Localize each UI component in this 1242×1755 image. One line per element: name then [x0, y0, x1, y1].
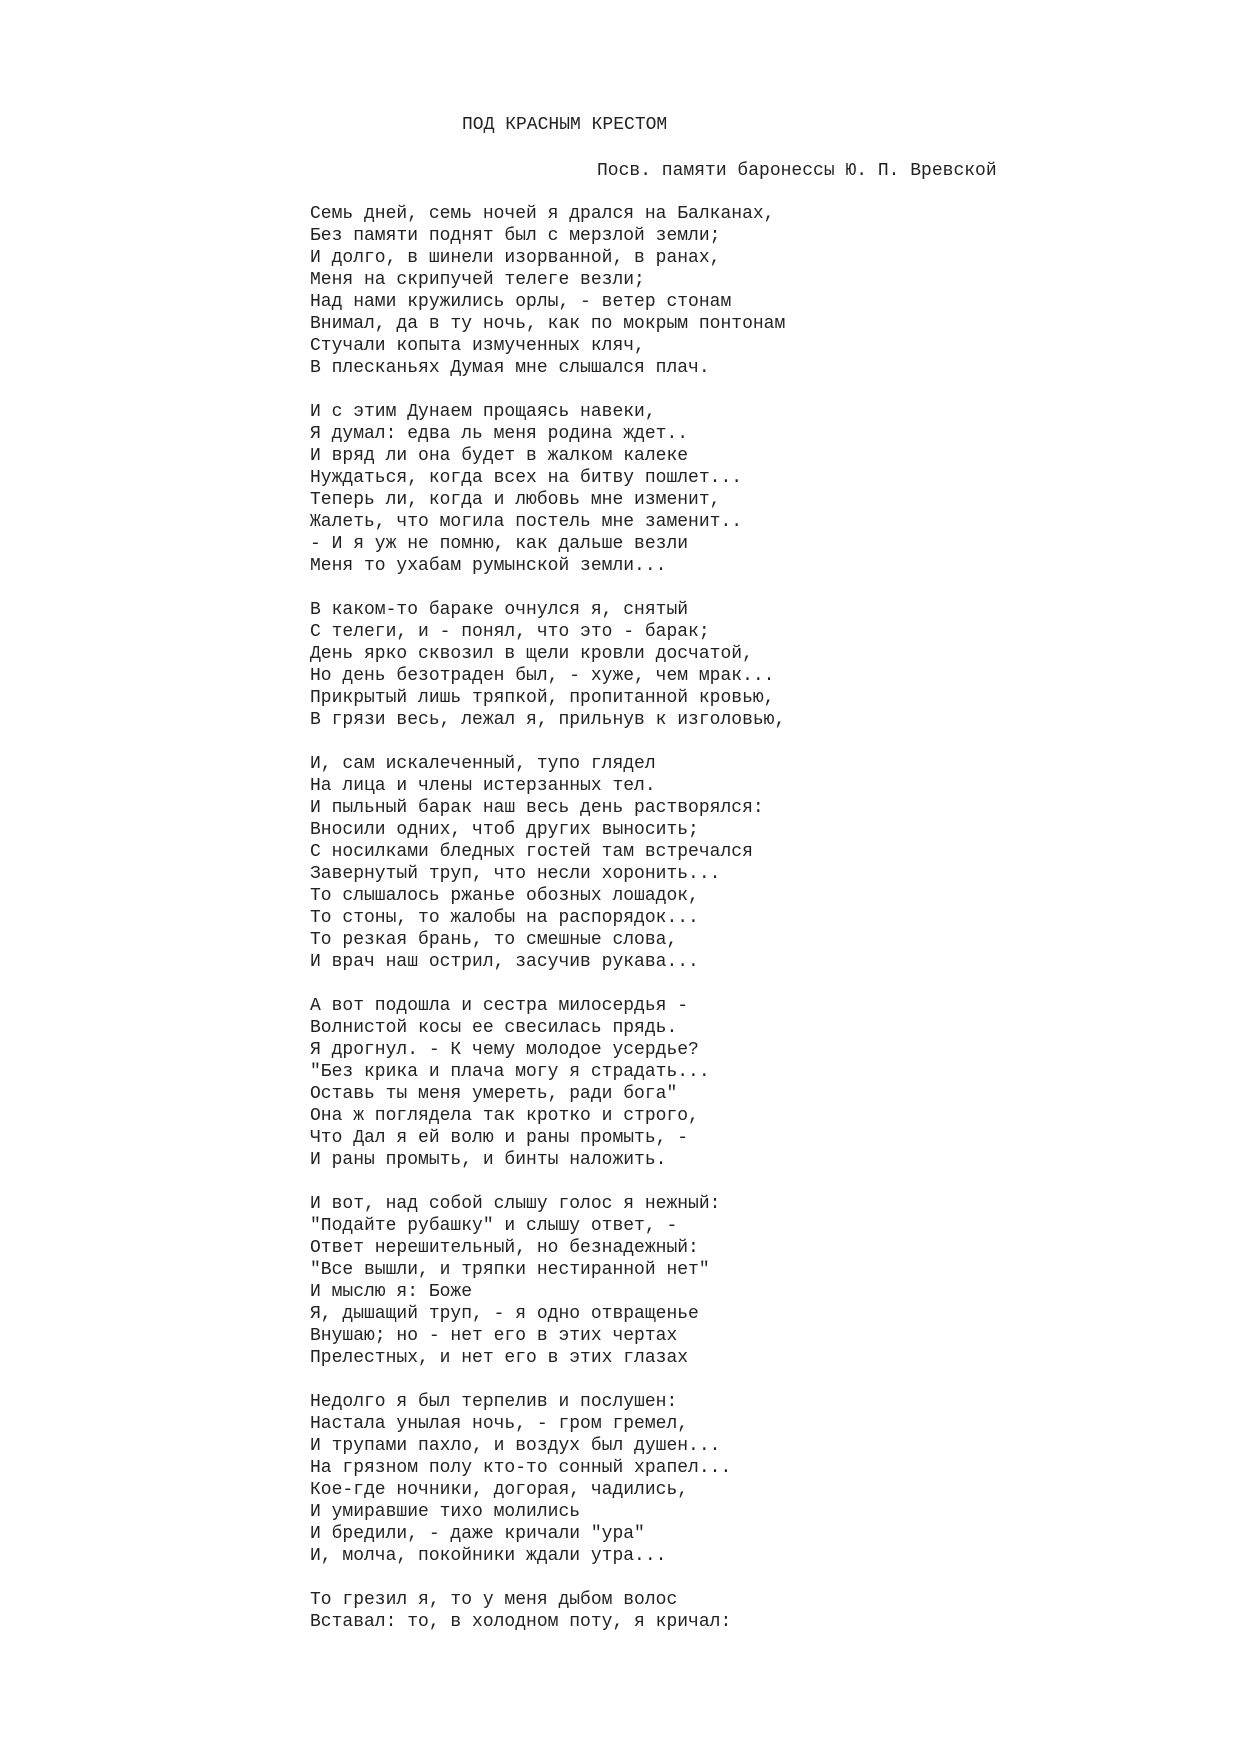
poem-line: В плесканьях Думая мне слышался плач. [310, 358, 710, 378]
poem-line: И с этим Дунаем прощаясь навеки, [310, 402, 656, 422]
poem-line: Без памяти поднят был с мерзлой земли; [310, 226, 721, 246]
poem-line: Я думал: едва ль меня родина ждет.. [310, 424, 689, 444]
stanza [310, 203, 1210, 379]
poem-line: В грязи весь, лежал я, прильнув к изголовью, [310, 710, 786, 730]
stanza [310, 995, 1210, 1171]
poem-line: Я дрогнул. - К чему молодое усердье? [310, 1040, 699, 1060]
poem-line: Недолго я был терпелив и послушен: [310, 1392, 678, 1412]
stanza [310, 753, 1210, 973]
poem-line: Семь дней, семь ночей я дрался на Балканах, [310, 204, 775, 224]
poem-line: На лица и члены истерзанных тел. [310, 776, 656, 796]
poem-line: В каком-то бараке очнулся я, снятый [310, 600, 689, 620]
poem-line: С носилками бледных гостей там встречался [310, 842, 753, 862]
poem-line: Прикрытый лишь тряпкой, пропитанной кровью, [310, 688, 775, 708]
poem-line: Стучали копыта измученных кляч, [310, 336, 645, 356]
poem-line: И вот, над собой слышу голос я нежный: [310, 1194, 721, 1214]
poem-line: Я, дышащий труп, - я одно отвращенье [310, 1304, 699, 1324]
poem-line: То слышалось ржанье обозных лошадок, [310, 886, 699, 906]
poem-line: Настала унылая ночь, - гром гремел, [310, 1414, 689, 1434]
poem-line: Ответ нерешительный, но безнадежный: [310, 1238, 699, 1258]
poem-line: Нуждаться, когда всех на битву пошлет... [310, 468, 743, 488]
poem-line: Над нами кружились орлы, - ветер стонам [310, 292, 732, 312]
poem-line: А вот подошла и сестра милосердья - [310, 996, 689, 1016]
poem-line: И раны промыть, и бинты наложить. [310, 1150, 667, 1170]
poem-line: День ярко сквозил в щели кровли досчатой, [310, 644, 753, 664]
stanza [310, 401, 1210, 577]
poem-line: Вносили одних, чтоб других выносить; [310, 820, 699, 840]
poem-line: Что Дал я ей волю и раны промыть, - [310, 1128, 689, 1148]
poem-line: То грезил я, то у меня дыбом волос [310, 1590, 678, 1610]
poem-line: И, молча, покойники ждали утра... [310, 1546, 667, 1566]
stanza [310, 1193, 1210, 1369]
poem-line: "Подайте рубашку" и слышу ответ, - [310, 1216, 678, 1236]
poem-line: На грязном полу кто-то сонный храпел... [310, 1458, 732, 1478]
poem-line: "Все вышли, и тряпки нестиранной нет" [310, 1260, 710, 1280]
poem-line: Оставь ты меня умереть, ради бога" [310, 1084, 678, 1104]
poem-line: Теперь ли, когда и любовь мне изменит, [310, 490, 721, 510]
poem-line: И трупами пахло, и воздух был душен... [310, 1436, 721, 1456]
poem-line: Волнистой косы ее свесилась прядь. [310, 1018, 678, 1038]
poem-line: И вряд ли она будет в жалком калеке [310, 446, 689, 466]
stanza [310, 599, 1210, 731]
poem-line: Меня то ухабам румынской земли... [310, 556, 667, 576]
poem-line: Меня на скрипучей телеге везли; [310, 270, 645, 290]
poem-line: "Без крика и плача могу я страдать... [310, 1062, 710, 1082]
poem-dedication: Посв. памяти баронессы Ю. П. Вревской [597, 161, 997, 181]
poem-line: То резкая брань, то смешные слова, [310, 930, 678, 950]
poem-line: Внушаю; но - нет его в этих чертах [310, 1326, 678, 1346]
poem-line: Завернутый труп, что несли хоронить... [310, 864, 721, 884]
poem-line: Кое-где ночники, догорая, чадились, [310, 1480, 689, 1500]
poem-line: И умиравшие тихо молились [310, 1502, 581, 1522]
stanza [310, 1391, 1210, 1567]
poem-title: ПОД КРАСНЫМ КРЕСТОМ [462, 115, 668, 135]
poem-line: Она ж поглядела так кротко и строго, [310, 1106, 699, 1126]
poem-line: Но день безотраден был, - хуже, чем мрак... [310, 666, 775, 686]
poem-line: И пыльный барак наш весь день растворялся: [310, 798, 764, 818]
poem-line: И бредили, - даже кричали "ура" [310, 1524, 645, 1544]
poem-line: И долго, в шинели изорванной, в ранах, [310, 248, 721, 268]
poem-line: Прелестных, и нет его в этих глазах [310, 1348, 689, 1368]
poem-line: Жалеть, что могила постель мне заменит.. [310, 512, 743, 532]
poem-line: И врач наш острил, засучив рукава... [310, 952, 699, 972]
poem-line: С телеги, и - понял, что это - барак; [310, 622, 710, 642]
poem-line: Внимал, да в ту ночь, как по мокрым понтонам [310, 314, 786, 334]
poem-line: И, сам искалеченный, тупо глядел [310, 754, 656, 774]
poem-body [310, 203, 1210, 1655]
poem-line: Вставал: то, в холодном поту, я кричал: [310, 1612, 732, 1632]
poem-line: И мыслю я: Боже [310, 1282, 473, 1302]
poem-line: - И я уж не помню, как дальше везли [310, 534, 689, 554]
stanza [310, 1589, 1210, 1633]
poem-line: То стоны, то жалобы на распорядок... [310, 908, 699, 928]
